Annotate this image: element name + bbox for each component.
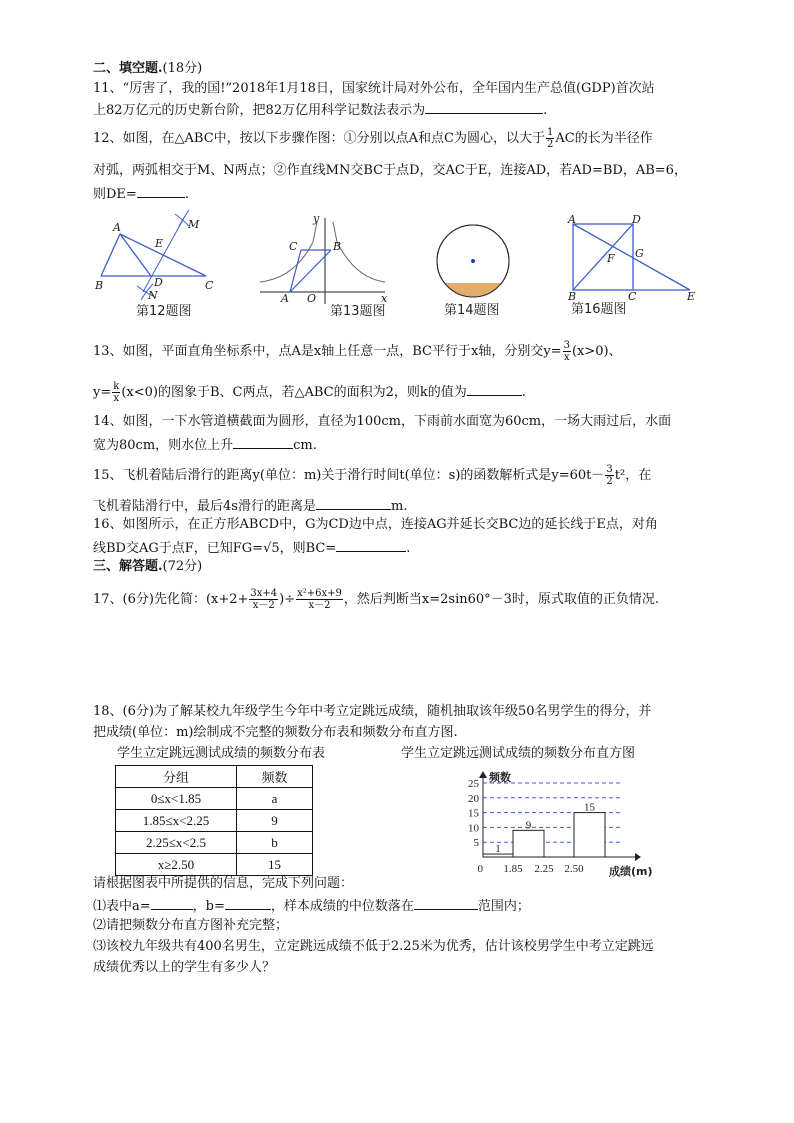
y-tick-label: 20: [468, 792, 479, 805]
p1-text-d: 范围内；: [477, 899, 530, 914]
q13-text-a: 13、如图，平面直角坐标系中，点A是x轴上任意一点，BC平行于x轴，分别交y=: [93, 344, 562, 359]
table-row: [116, 788, 313, 810]
diagonal-BD: [573, 224, 633, 290]
q18-part3-line2: 成绩优秀以上的学生有多少人？: [93, 960, 276, 975]
frac-den: 2: [606, 476, 613, 487]
q13-fraction-1: [563, 340, 571, 363]
label-y: y: [313, 212, 320, 225]
fig12-diagram: [93, 204, 218, 322]
arc-M: [175, 214, 189, 226]
q12-line3: 则DE= .: [93, 184, 189, 204]
header-group: 分组: [116, 766, 237, 788]
frac-num: k: [113, 381, 120, 392]
frequency-histogram: [455, 768, 685, 880]
q14-line1: 14、如图，一下水管道横截面为圆形，直径为100cm，下雨前水面宽为60cm，一场大雨过后，水面: [93, 414, 672, 429]
cell-group: x≥2.50: [116, 854, 237, 876]
q18-prompt: 请根据图表中所提供的信息，完成下列问题：: [93, 876, 354, 891]
q18-part3-line1: ⑶该校九年级共有400名男生，立定跳远成绩不低于2.25米为优秀，估计该校男学生中考立定跳远: [93, 939, 654, 954]
label-D: D: [632, 213, 641, 226]
q13-answer-blank[interactable]: [467, 382, 522, 396]
x-tick-label: 1.85: [503, 863, 523, 875]
q13-line2: y= $\frac{k}{x}$ (x<0)的图象于B、C两点，若△ABC的面积为2，则k的值为 .: [93, 381, 526, 404]
table-row: [116, 810, 313, 832]
q17-line: [93, 588, 659, 611]
label-F: F: [607, 252, 615, 265]
q12-line2: 对弧，两弧相交于M、N两点；②作直线MN交BC于点D，交AC于E，连接AD，若AD=BD，AB=6，: [93, 163, 687, 178]
label-B: B: [95, 279, 104, 292]
q18-line2: 把成绩(单位：m)绘制成不完整的频数分布表和频数分布直方图.: [93, 725, 458, 740]
x-tick-label: 0: [477, 863, 483, 875]
section-2-heading: [93, 60, 202, 78]
frac-num: 3: [606, 464, 613, 475]
q12-line1: [93, 127, 653, 150]
section-score: (18分): [162, 61, 203, 76]
section-title: 三、解答题.: [93, 559, 163, 574]
q15-line2: [93, 496, 407, 516]
q14-text-a: 宽为80cm，则水位上升: [93, 438, 234, 453]
q11-text: 上82万亿元的历史新台阶，把82万亿用科学记数法表示为: [93, 103, 426, 118]
label-O: O: [307, 292, 317, 305]
q13-text-c: y=: [93, 385, 112, 400]
fig13-diagram: [255, 212, 395, 322]
q12-answer-blank[interactable]: [137, 184, 185, 198]
q17-fraction-2: [296, 588, 343, 611]
q15-text-a: 15、飞机着陆后滑行的距离y(单位：m)关于滑行时间t(单位：s)的函数解析式是y=60t－: [93, 468, 605, 483]
p1-text-a: ⑴表中a=: [93, 899, 151, 914]
q12-text-a: 12、如图，在△ABC中，按以下步骤作图：①分别以点A和点C为圆心，以大于: [93, 131, 546, 146]
label-C: C: [289, 240, 298, 253]
y-tick-label: 10: [468, 822, 479, 835]
q18-part2: ⑵请把频数分布直方图补充完整；: [93, 918, 289, 933]
fig14-caption: 第14题图: [444, 303, 500, 318]
label-B: B: [333, 240, 342, 253]
fig16-diagram: [565, 212, 700, 322]
bar-value-label: 1: [495, 843, 501, 856]
frac-den: x: [113, 393, 120, 404]
q15-text-c: 飞机着陆滑行中，最后4s滑行的距离是: [93, 499, 316, 514]
q13-fraction-2: [112, 381, 120, 404]
q12-fraction: [546, 127, 554, 150]
frac-num: 3: [563, 340, 570, 351]
label-A: A: [568, 213, 576, 226]
table-title: 学生立定跳远测试成绩的频数分布表: [117, 746, 326, 761]
cell-frequency: 9: [237, 810, 313, 832]
q16-line2: 线BD交AG于点F，已知FG=√5，则BC= .: [93, 538, 410, 558]
q17-text-a: 17、(6分)先化简：(x+2+: [93, 592, 249, 607]
q15-line1: [93, 464, 651, 487]
frac-den: x: [563, 352, 570, 363]
fig12-caption: 第12题图: [136, 304, 192, 319]
header-frequency: 频数: [237, 766, 313, 788]
line-MN: [143, 216, 185, 292]
q15-text-b: t²，在: [614, 468, 652, 483]
x-tick-label: 2.25: [534, 863, 554, 875]
q11-line1: 11、“厉害了，我的国!”2018年1月18日，国家统计局对外公布，全年国内生产总值(GDP)首次站: [93, 81, 655, 96]
histogram-title: 学生立定跳远测试成绩的频数分布直方图: [401, 746, 636, 761]
y-axis-label: 频数: [489, 771, 511, 784]
bar-value-label: 9: [525, 819, 532, 832]
q16-answer-blank[interactable]: [336, 538, 406, 552]
label-D: D: [154, 276, 163, 289]
q17-text-b: )÷: [279, 592, 296, 607]
q18-part1: [93, 896, 530, 916]
q13-line1: [93, 340, 622, 363]
fig16-caption: 第16题图: [571, 302, 627, 317]
q14-text-b: cm.: [293, 438, 317, 453]
cell-group: 1.85≤x<2.25: [116, 810, 237, 832]
histogram-bar: [513, 830, 544, 857]
frac-den: 2: [547, 139, 554, 150]
x-axis-arrow: [635, 853, 641, 861]
bar-value-label: 15: [584, 801, 595, 814]
table-row: [116, 832, 313, 854]
fig14-diagram: [430, 222, 530, 322]
frac-den: x－2: [308, 600, 331, 611]
table-header-row: [116, 766, 313, 788]
q16-text-a: 线BD交AG于点F，已知FG=: [93, 541, 264, 556]
p1-text-b: ，b=: [192, 899, 225, 914]
section-title: 二、填空题.: [93, 61, 163, 76]
y-tick-label: 15: [468, 807, 479, 820]
section-3-heading: [93, 558, 202, 576]
frac-num: 3x+4: [250, 588, 278, 599]
seg-AD: [120, 234, 151, 276]
q15-fraction: [605, 464, 613, 487]
q11-answer-blank[interactable]: [425, 100, 543, 114]
q18-line1: 18、(6分)为了解某校九年级学生今年中考立定跳远成绩，随机抽取该年级50名男学生的得分，并: [93, 704, 652, 719]
label-A: A: [281, 292, 289, 305]
center-point: [471, 259, 475, 263]
label-N: N: [148, 289, 158, 302]
q15-text-d: m.: [390, 499, 408, 514]
label-C: C: [205, 279, 214, 292]
label-E: E: [155, 237, 164, 250]
q16-line1: 16、如图所示，在正方形ABCD中，G为CD边中点，连接AG并延长交BC边的延长线于E点，对角: [93, 517, 658, 532]
x-axis-label: 成绩(m): [609, 865, 653, 878]
answer-blank-median[interactable]: [414, 896, 478, 910]
histogram-bar: [574, 813, 605, 857]
cell-frequency: 15: [237, 854, 313, 876]
label-x: x: [381, 292, 388, 305]
q12-text-b: AC的长为半径作: [555, 131, 653, 146]
y-axis-arrow: [479, 771, 487, 778]
label-G: G: [635, 247, 644, 260]
answer-blank-b[interactable]: [225, 896, 271, 910]
label-B: B: [568, 290, 577, 303]
p1-text-c: ，样本成绩的中位数落在: [270, 899, 414, 914]
cell-group: 0≤x<1.85: [116, 788, 237, 810]
cell-group: 2.25≤x<2.5: [116, 832, 237, 854]
cell-frequency: b: [237, 832, 313, 854]
frac-den: x－2: [252, 600, 275, 611]
q12-text-c: 则DE=: [93, 187, 137, 202]
y-tick-label: 5: [473, 837, 479, 850]
label-C: C: [628, 290, 637, 303]
y-tick-label: 25: [468, 778, 479, 790]
q14-line2: [93, 435, 317, 455]
q13-text-b: (x>0)、: [571, 344, 622, 359]
q17-text-c: ，然后判断当x=2sin60°－3时，原式取值的正负情况.: [343, 592, 660, 607]
fig13-caption: 第13题图: [330, 304, 386, 319]
answer-blank-a[interactable]: [151, 896, 193, 910]
water-region: [430, 283, 520, 303]
q17-fraction-1: [249, 588, 278, 611]
frequency-table: [115, 765, 313, 876]
seg-AB: [101, 234, 120, 276]
q16-sqrt: √5: [263, 541, 280, 556]
label-E: E: [687, 290, 696, 303]
section-score: (72分): [162, 559, 203, 574]
seg-AE: [573, 224, 690, 290]
q14-answer-blank[interactable]: [233, 435, 293, 449]
q13-text-d: (x<0)的图象于B、C两点，若△ABC的面积为2，则k的值为: [121, 385, 467, 400]
x-tick-label: 2.50: [564, 863, 584, 875]
q15-answer-blank[interactable]: [316, 496, 391, 510]
label-M: M: [188, 218, 200, 231]
frac-num: 1: [547, 127, 554, 138]
table-row: [116, 854, 313, 876]
label-A: A: [113, 221, 121, 234]
cell-frequency: a: [237, 788, 313, 810]
frac-num: x²+6x+9: [297, 588, 342, 599]
q16-text-b: ，则BC=: [279, 541, 337, 556]
q11-line2: 上82万亿元的历史新台阶，把82万亿用科学记数法表示为 .: [93, 100, 547, 120]
